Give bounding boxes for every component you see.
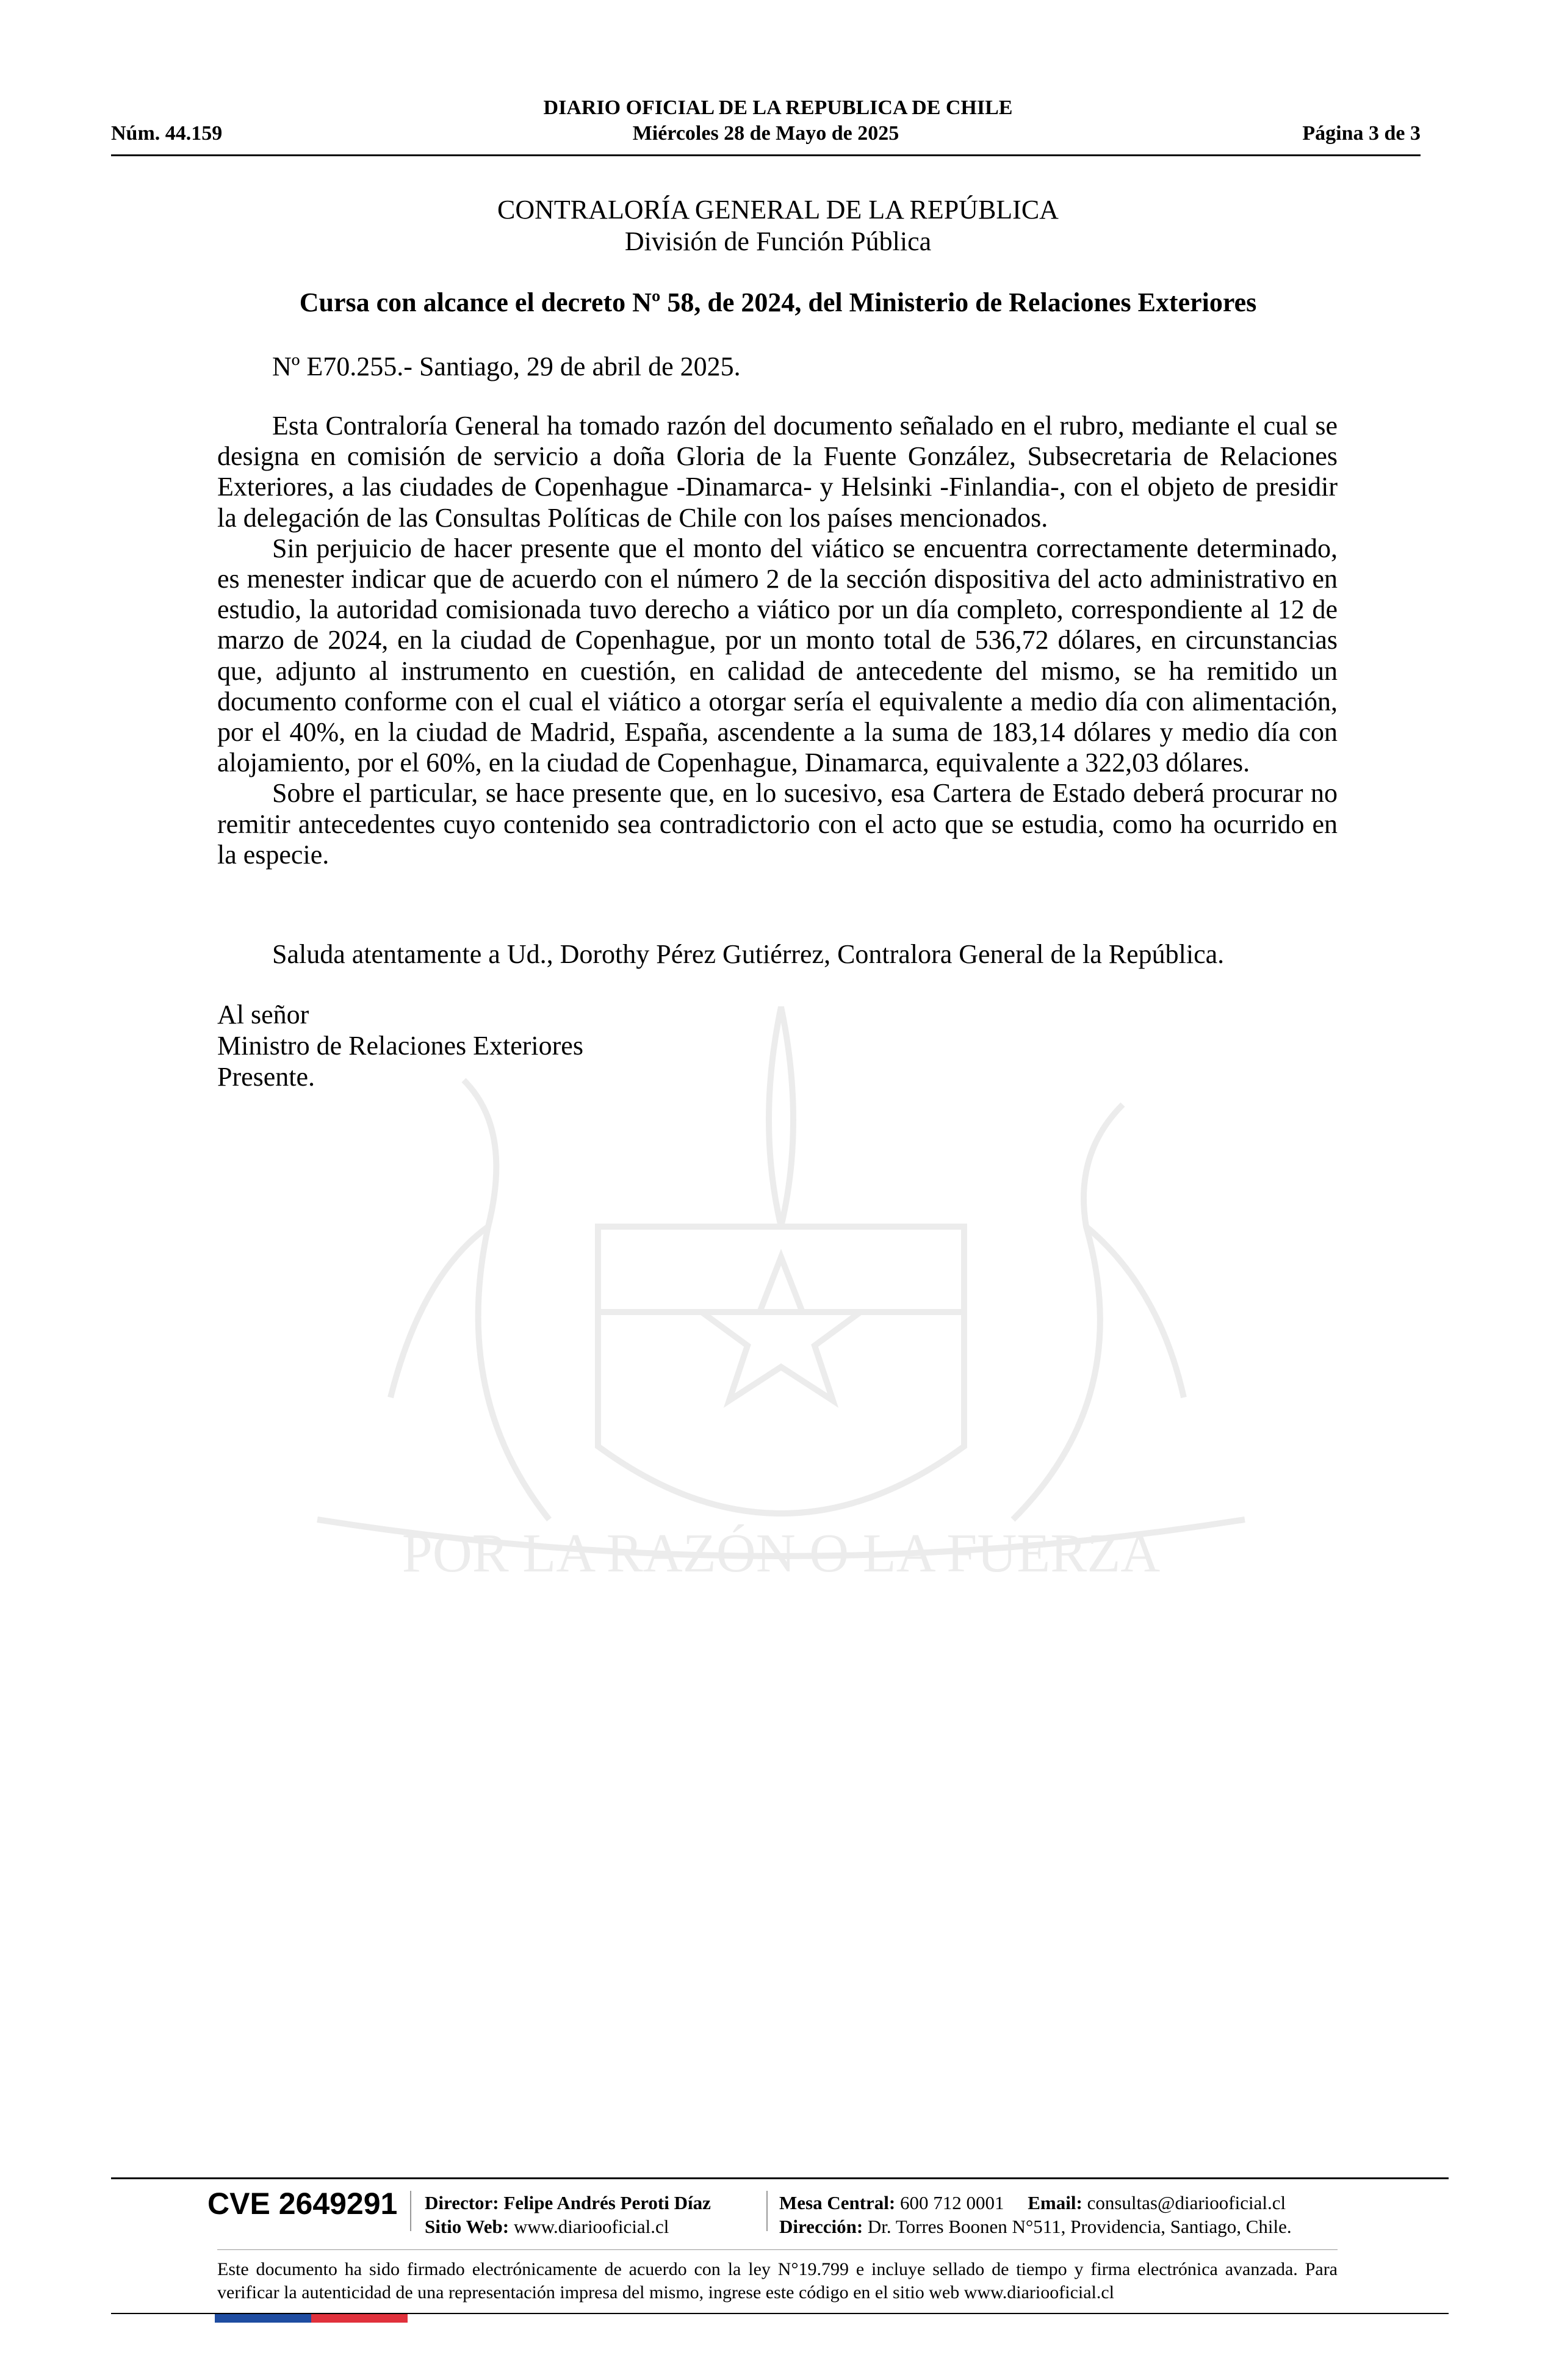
addressee-line: Ministro de Relaciones Exteriores xyxy=(217,1031,583,1061)
header-divider xyxy=(111,154,1421,156)
body-paragraph: Esta Contraloría General ha tomado razón del documento señalado en el rubro, mediante el cual se designa en comisión de servicio a doña Gloria de la Fuente González, Subsecretaria de Relaciones Exteriores, a las ciudades de Copenhague -Dinamarca- y Helsinki -Finlandia-, con el objeto de presidir la delegación de las Consultas Políticas de Chile con los países mencionados. xyxy=(217,411,1338,533)
page-indicator: Página 3 de 3 xyxy=(1302,122,1421,145)
reference-line: Nº E70.255.- Santiago, 29 de abril de 2025. xyxy=(272,352,741,381)
footer-divider-middle xyxy=(217,2249,1338,2250)
publication-title: DIARIO OFICIAL DE LA REPUBLICA DE CHILE xyxy=(543,96,1013,119)
closing-line: Saluda atentamente a Ud., Dorothy Pérez Gutiérrez, Contralora General de la República. xyxy=(272,939,1225,969)
body-text xyxy=(217,411,1338,870)
body-paragraph: Sobre el particular, se hace presente que, en lo sucesivo, esa Cartera de Estado deberá procurar no remitir antecedentes cuyo contenido sea contradictorio con el acto que se estudia, como ha ocurrido en la especie. xyxy=(217,778,1338,870)
institution-name: CONTRALORÍA GENERAL DE LA REPÚBLICA xyxy=(497,195,1059,225)
document-subject: Cursa con alcance el decreto Nº 58, de 2024, del Ministerio de Relaciones Exteriores xyxy=(299,287,1257,317)
addressee-block xyxy=(217,999,583,1092)
signature-notice: Este documento ha sido firmado electrónicamente de acuerdo con la ley N°19.799 e incluye sellado de tiempo y firma electrónica avanzada. Para verificar la autenticidad de una representación impresa del mismo, ingrese este código en el sitio web www.diariooficial.cl xyxy=(217,2259,1338,2302)
flag-stripe-red xyxy=(311,2314,408,2323)
address-text: Dr. Torres Boonen N°511, Providencia, Santiago, Chile. xyxy=(867,2216,1292,2237)
website-link[interactable]: www.diariooficial.cl xyxy=(513,2216,669,2237)
email-link[interactable]: consultas@diariooficial.cl xyxy=(1087,2192,1286,2213)
cve-code: CVE 2649291 xyxy=(207,2187,398,2221)
addressee-line: Presente. xyxy=(217,1062,315,1092)
institution-division: División de Función Pública xyxy=(624,226,932,256)
footer-separator xyxy=(766,2191,768,2231)
shield-star xyxy=(702,1257,860,1401)
plume xyxy=(769,1007,793,1227)
footer-left-info xyxy=(425,2191,711,2238)
body-paragraph: Sin perjuicio de hacer presente que el monto del viático se encuentra correctamente determinado, es menester indicar que de acuerdo con el número 2 de la sección dispositiva del acto administrativo en estudio, la autoridad comisionada tuvo derecho a viático por un día completo, correspondiente al 12 de marzo de 2024, en la ciudad de Copenhague, por un monto total de 536,72 dólares, en circunstancias que, adjunto al instrumento en cuestión, en calidad de antecedente del mismo, se ha remitido un documento conforme con el cual el viático a otorgar sería el equivalente a medio día con alimentación, por el 40%, en la ciudad de Madrid, España, ascendente a la suma de 183,14 dólares y medio día con alojamiento, por el 60%, en la ciudad de Copenhague, Dinamarca, equivalente a 322,03 dólares. xyxy=(217,533,1338,778)
director-name: Felipe Andrés Peroti Díaz xyxy=(503,2192,711,2213)
footer-divider-top xyxy=(111,2177,1449,2179)
issue-number: Núm. 44.159 xyxy=(111,122,223,145)
flag-stripe-blue xyxy=(215,2314,311,2323)
condor-figure xyxy=(1013,1105,1184,1520)
motto-text: POR LA RAZÓN O LA FUERZA xyxy=(402,1523,1161,1584)
footer-right-info xyxy=(779,2191,1292,2238)
phone-label: Mesa Central: xyxy=(779,2192,896,2213)
director-label: Director: xyxy=(425,2192,499,2213)
footer-separator xyxy=(410,2191,411,2231)
website-label: Sitio Web: xyxy=(425,2216,510,2237)
header-row xyxy=(111,122,1421,149)
huemul-figure xyxy=(391,1080,549,1520)
email-label: Email: xyxy=(1028,2192,1082,2213)
addressee-line: Al señor xyxy=(217,1000,309,1030)
phone-number: 600 712 0001 xyxy=(900,2192,1004,2213)
address-label: Dirección: xyxy=(779,2216,863,2237)
issue-date: Miércoles 28 de Mayo de 2025 xyxy=(632,122,899,145)
